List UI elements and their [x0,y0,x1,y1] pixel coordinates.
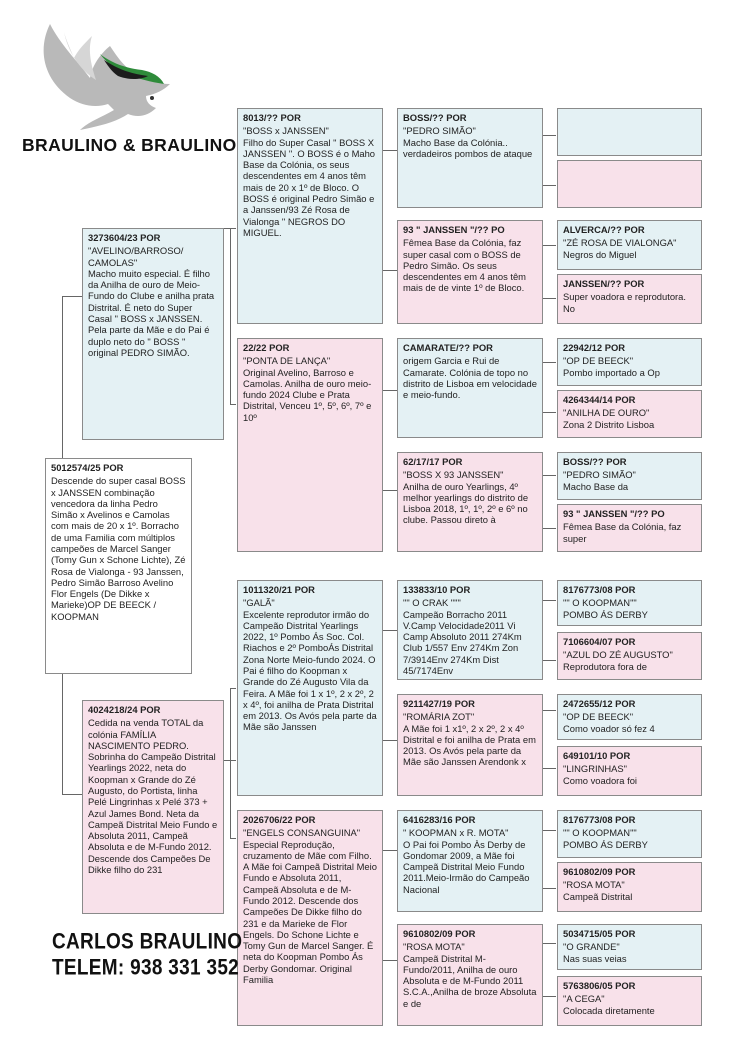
pedigree-gen3-card [397,452,543,552]
ring-number: 5763806/05 POR [563,980,636,991]
pedigree-gen2-card [237,338,383,552]
bird-name: "OP DE BEECK" [563,711,634,723]
connector [230,404,236,405]
pedigree-gen4-card [557,746,702,796]
connector [542,412,556,413]
connector [383,490,397,491]
description: Como voador só fez 4 [563,722,655,734]
ring-number: 22/22 POR [243,342,290,353]
connector [62,794,82,795]
pedigree-gen4-card [557,580,702,626]
connector [383,630,397,631]
connector [383,390,397,391]
connector [542,298,556,299]
ring-number: 62/17/17 POR [403,456,463,467]
ring-number: 2472655/12 POR [563,698,636,709]
ring-number: 5034715/05 POR [563,928,636,939]
pedigree-gen4-card [557,160,702,208]
pedigree-dam [82,700,224,914]
bird-name: "A CEGA" [563,993,605,1005]
description: origem Garcia e Rui de Camarate. Colónia de topo no distrito de Lisboa em velocidade e meio-fundo. [403,355,537,401]
contact-name: CARLOS BRAULINO [52,930,243,955]
description: Anilha de ouro Yearlings, 4º melhor yearlings do distrito de Lisboa 2018, 1º, 1º, 2º e 6º no clube. Passou direto à [403,480,529,526]
connector [383,150,397,151]
connector [542,888,556,889]
pedigree-gen3-card [397,924,543,1026]
ring-number: 6416283/16 POR [403,814,476,825]
connector [230,688,231,838]
connector [62,296,63,458]
bird-name: "BOSS x JANSSEN" [243,125,329,137]
description: Colocada diretamente [563,1004,655,1016]
ring-number: 9610802/09 POR [403,928,476,939]
ring-number: 3273604/23 POR [88,232,161,243]
connector [230,688,236,689]
pedigree-gen3-card [397,694,543,796]
connector [542,475,556,476]
bird-name: "ROMÁRIA ZOT" [403,711,475,723]
ring-number: 9610802/09 POR [563,866,636,877]
connector [542,660,556,661]
connector [383,960,397,961]
ring-number: 8176773/08 POR [563,814,636,825]
pedigree-gen3-card [397,220,543,324]
description: Fêmea Base da Colónia, faz super casal com o BOSS de Pedro Simão. Os seus descendentes em 4 anos têm mais de de vinte 1º de Bloco. [403,237,526,294]
bird-name: "" O KOOPMAN"" [563,597,637,609]
ring-number: 8176773/08 POR [563,584,636,595]
description: Cedida na venda TOTAL da colónia FAMÍLIA NASCIMENTO PEDRO. Sobrinha do Campeão Distrital Yearlings 2022, neta do Koopman x Grande do Zé Augusto, do Portista, linha Pelé Lingrinhas x Pelé 373 + Azul James Bond. Neta da Campeã Distrital Meio Fundo e Absoluta 2011, Campeã Absoluta e de M-Fundo 2012. Descende dos Campeões De Dikke filho do 231 [88,717,218,875]
description: Macho Base da [563,480,629,492]
description: Super voadora e reprodutora. No [563,291,686,314]
description: Zona 2 Distrito Lisboa [563,418,655,430]
pedigree-gen2-card [237,108,383,324]
bird-name: "PONTA DE LANÇA" [243,355,331,367]
description: POMBO ÁS DERBY [563,838,648,850]
connector [62,674,63,794]
ring-number: 7106604/07 POR [563,636,636,647]
contact-phone: TELEM: 938 331 352 [52,956,240,981]
ring-number: 8013/?? POR [243,112,301,123]
ring-number: 9211427/19 POR [403,698,475,709]
bird-name: "AZUL DO ZÉ AUGUSTO" [563,649,673,661]
bird-name: "PEDRO SIMÃO" [403,125,476,137]
bird-name: "GALÃ" [243,597,275,609]
pedigree-gen4-card [557,504,702,552]
ring-number: ALVERCA/?? POR [563,224,645,235]
ring-number: CAMARATE/?? POR [403,342,493,353]
pedigree-gen4-card [557,976,702,1026]
ring-number: 93 " JANSSEN "/?? PO [403,224,505,235]
ring-number: 2026706/22 POR [243,814,316,825]
connector [383,740,397,741]
connector [542,996,556,997]
description: Nas suas veias [563,952,627,964]
logo [30,18,190,133]
pedigree-sire [82,228,224,440]
description: Campeão Borracho 2011 V.Camp Velocidade2011 Vi Camp Absoluto 2011 274Km Club 1/557 Env 274Km Zon 7/3914Env 274Km Dist 45/7174Env [403,608,522,676]
ring-number: 4024218/24 POR [88,704,161,715]
bird-name: "PEDRO SIMÃO" [563,469,636,481]
ring-number: BOSS/?? POR [563,456,627,467]
bird-name: "ENGELS CONSANGUINA" [243,827,361,839]
pedigree-gen4-card [557,390,702,438]
bird-name: "LINGRINHAS" [563,763,627,775]
bird-name: "ANILHA DE OURO" [563,407,650,419]
pedigree-gen4-card [557,338,702,386]
description: Campeã Distrital [563,890,633,902]
ring-number: 22942/12 POR [563,342,626,353]
description: O Pai foi Pombo Às Derby de Gondomar 2009, a Mãe foi Campeã Distrital Meio Fundo 2011.Meio-Irmão do Campeão Nacional [403,838,530,895]
ring-number: 4264344/14 POR [563,394,636,405]
connector [230,228,231,404]
pedigree-gen4-card [557,220,702,270]
description: POMBO ÁS DERBY [563,608,648,620]
description: Fêmea Base da Colónia, faz super [563,521,682,544]
bird-name: "OP DE BEECK" [563,355,634,367]
description: Macho Base da Colónia.. verdadeiros pombos de ataque [403,136,533,159]
ring-number: 5012574/25 POR [51,462,124,473]
connector [542,528,556,529]
bird-name: "ROSA MOTA" [563,879,625,891]
description: Excelente reprodutor irmão do Campeão Distrital Yearlings 2022, 1º Pombo Ás Soc. Col. Riachos e 2º PomboÁs Distrital Zona Norte Meio-fundo 2024. O Pai é filho do Koopman x Grande do Zé Augusto Vila da Feira. A Mãe foi 1 x 1º, 2 x 2º, 2 x 4º, foi anilha de Prata Distrital em 2013. Os Avós pela parte da Mãe são Janssen [243,608,377,733]
connector [383,270,397,271]
description: Descende do super casal BOSS x JANSSEN combinação vencedora da linha Pedro Simão x Avelinos e Camolas com mais de 20 x 1º. Borracho de uma Familia com múltiplos campeões de Marcel Sanger (Tomy Gun x Schone Lichte), Zé Rosa de Vialonga - 93 Janssen, Pedro Simão Barroso Avelino Flor Engels (De Dikke x Marieke)OP DE BEECK / KOOPMAN [51,475,186,622]
connector [542,362,556,363]
description: Especial Reprodução, cruzamento de Mãe com Filho. A Mãe foi Campeã Distrital Meio Fundo e Absoluta 2011, Campeã Absoluta e de M-Fundo 2012. Descende dos Campeões De Dikke filho do 231 e da Marieke de Flor Engels. Do Schone Lichte e Tomy Gun de Marcel Sanger. É neta do Koopman Pombo Ás Derby Gondomar. Original Familia [243,838,377,985]
description: Reprodutora fora de [563,660,647,672]
pedigree-gen4-card [557,862,702,912]
description: Filho do Super Casal " BOSS X JANSSEN ". O BOSS é o Maho Base da Colónia, os seus descendentes em 4 anos têm mais de 20 x 1º de Bloco. O BOSS é original Pedro Simão e a Janssen/93 Zé Rosa de Vialonga " NEGROS DO MIGUEL. [243,136,376,238]
description: Negros do Miguel [563,248,637,260]
description: Macho muito especial. É filho da Anilha de ouro de Meio-Fundo do Clube e anilha prata Distrital. É neto do Super Casal " BOSS x JANSSEN. Pela parte da Mãe e do Pai é duplo neto do " BOSS " original PEDRO SIMÃO. [88,267,215,358]
bird-name: "ROSA MOTA" [403,941,465,953]
connector [62,296,82,297]
ring-number: BOSS/?? POR [403,112,467,123]
ring-number: JANSSEN/?? POR [563,278,645,289]
ring-number: 133833/10 POR [403,584,471,595]
bird-name: " KOOPMAN x R. MOTA" [403,827,509,839]
connector [542,185,556,186]
connector [542,830,556,831]
description: Original Avelino, Barroso e Camolas. Anilha de ouro meio-fundo 2024 Clube e Prata Distrital, Venceu 1º, 5º, 6º, 7º e 10º [243,366,372,423]
pedigree-gen2-card [237,580,383,796]
pedigree-gen4-card [557,632,702,680]
bird-name: "ZÉ ROSA DE VIALONGA" [563,237,677,249]
description: Campeã Distrital M-Fundo/2011, Anilha de ouro Absoluta e de M-Fundo 2011 S.C.A.,Anilha de broze Absoluta e de [403,952,537,1009]
dove-icon [30,18,190,133]
description: Pombo importado a Op [563,366,660,378]
connector [542,135,556,136]
connector [542,943,556,944]
description: A Mãe foi 1 x1º, 2 x 2º, 2 x 4º Distrital e foi anilha de Prata em 2013. Os Avós pela parte da Mãe são Janssen Arendonk x [403,722,536,768]
connector [230,838,236,839]
pedigree-subject [45,458,192,674]
pedigree-gen2-card [237,810,383,1026]
pedigree-gen3-card [397,580,543,680]
pedigree-gen3-card [397,338,543,438]
connector [383,850,397,851]
bird-name: "BOSS X 93 JANSSEN" [403,469,504,481]
bird-name: "AVELINO/BARROSO/ CAMOLAS" [88,245,184,268]
pedigree-gen4-card [557,452,702,500]
ring-number: 1011320/21 POR [243,584,315,595]
connector [542,768,556,769]
pedigree-gen4-card [557,694,702,740]
brand-name: BRAULINO & BRAULINO [22,135,237,155]
connector [542,710,556,711]
pedigree-gen4-card [557,274,702,324]
pedigree-gen4-card [557,924,702,970]
bird-name: "" O KOOPMAN"" [563,827,637,839]
ring-number: 93 " JANSSEN "/?? PO [563,508,665,519]
pedigree-gen3-card [397,108,543,208]
connector [542,245,556,246]
connector [542,600,556,601]
description: Como voadora foi [563,774,637,786]
pedigree-gen4-card [557,810,702,858]
ring-number: 649101/10 POR [563,750,631,761]
pedigree-gen3-card [397,810,543,912]
bird-name: "" O CRAK """ [403,597,461,609]
pedigree-gen4-card [557,108,702,156]
bird-name: "O GRANDE" [563,941,620,953]
